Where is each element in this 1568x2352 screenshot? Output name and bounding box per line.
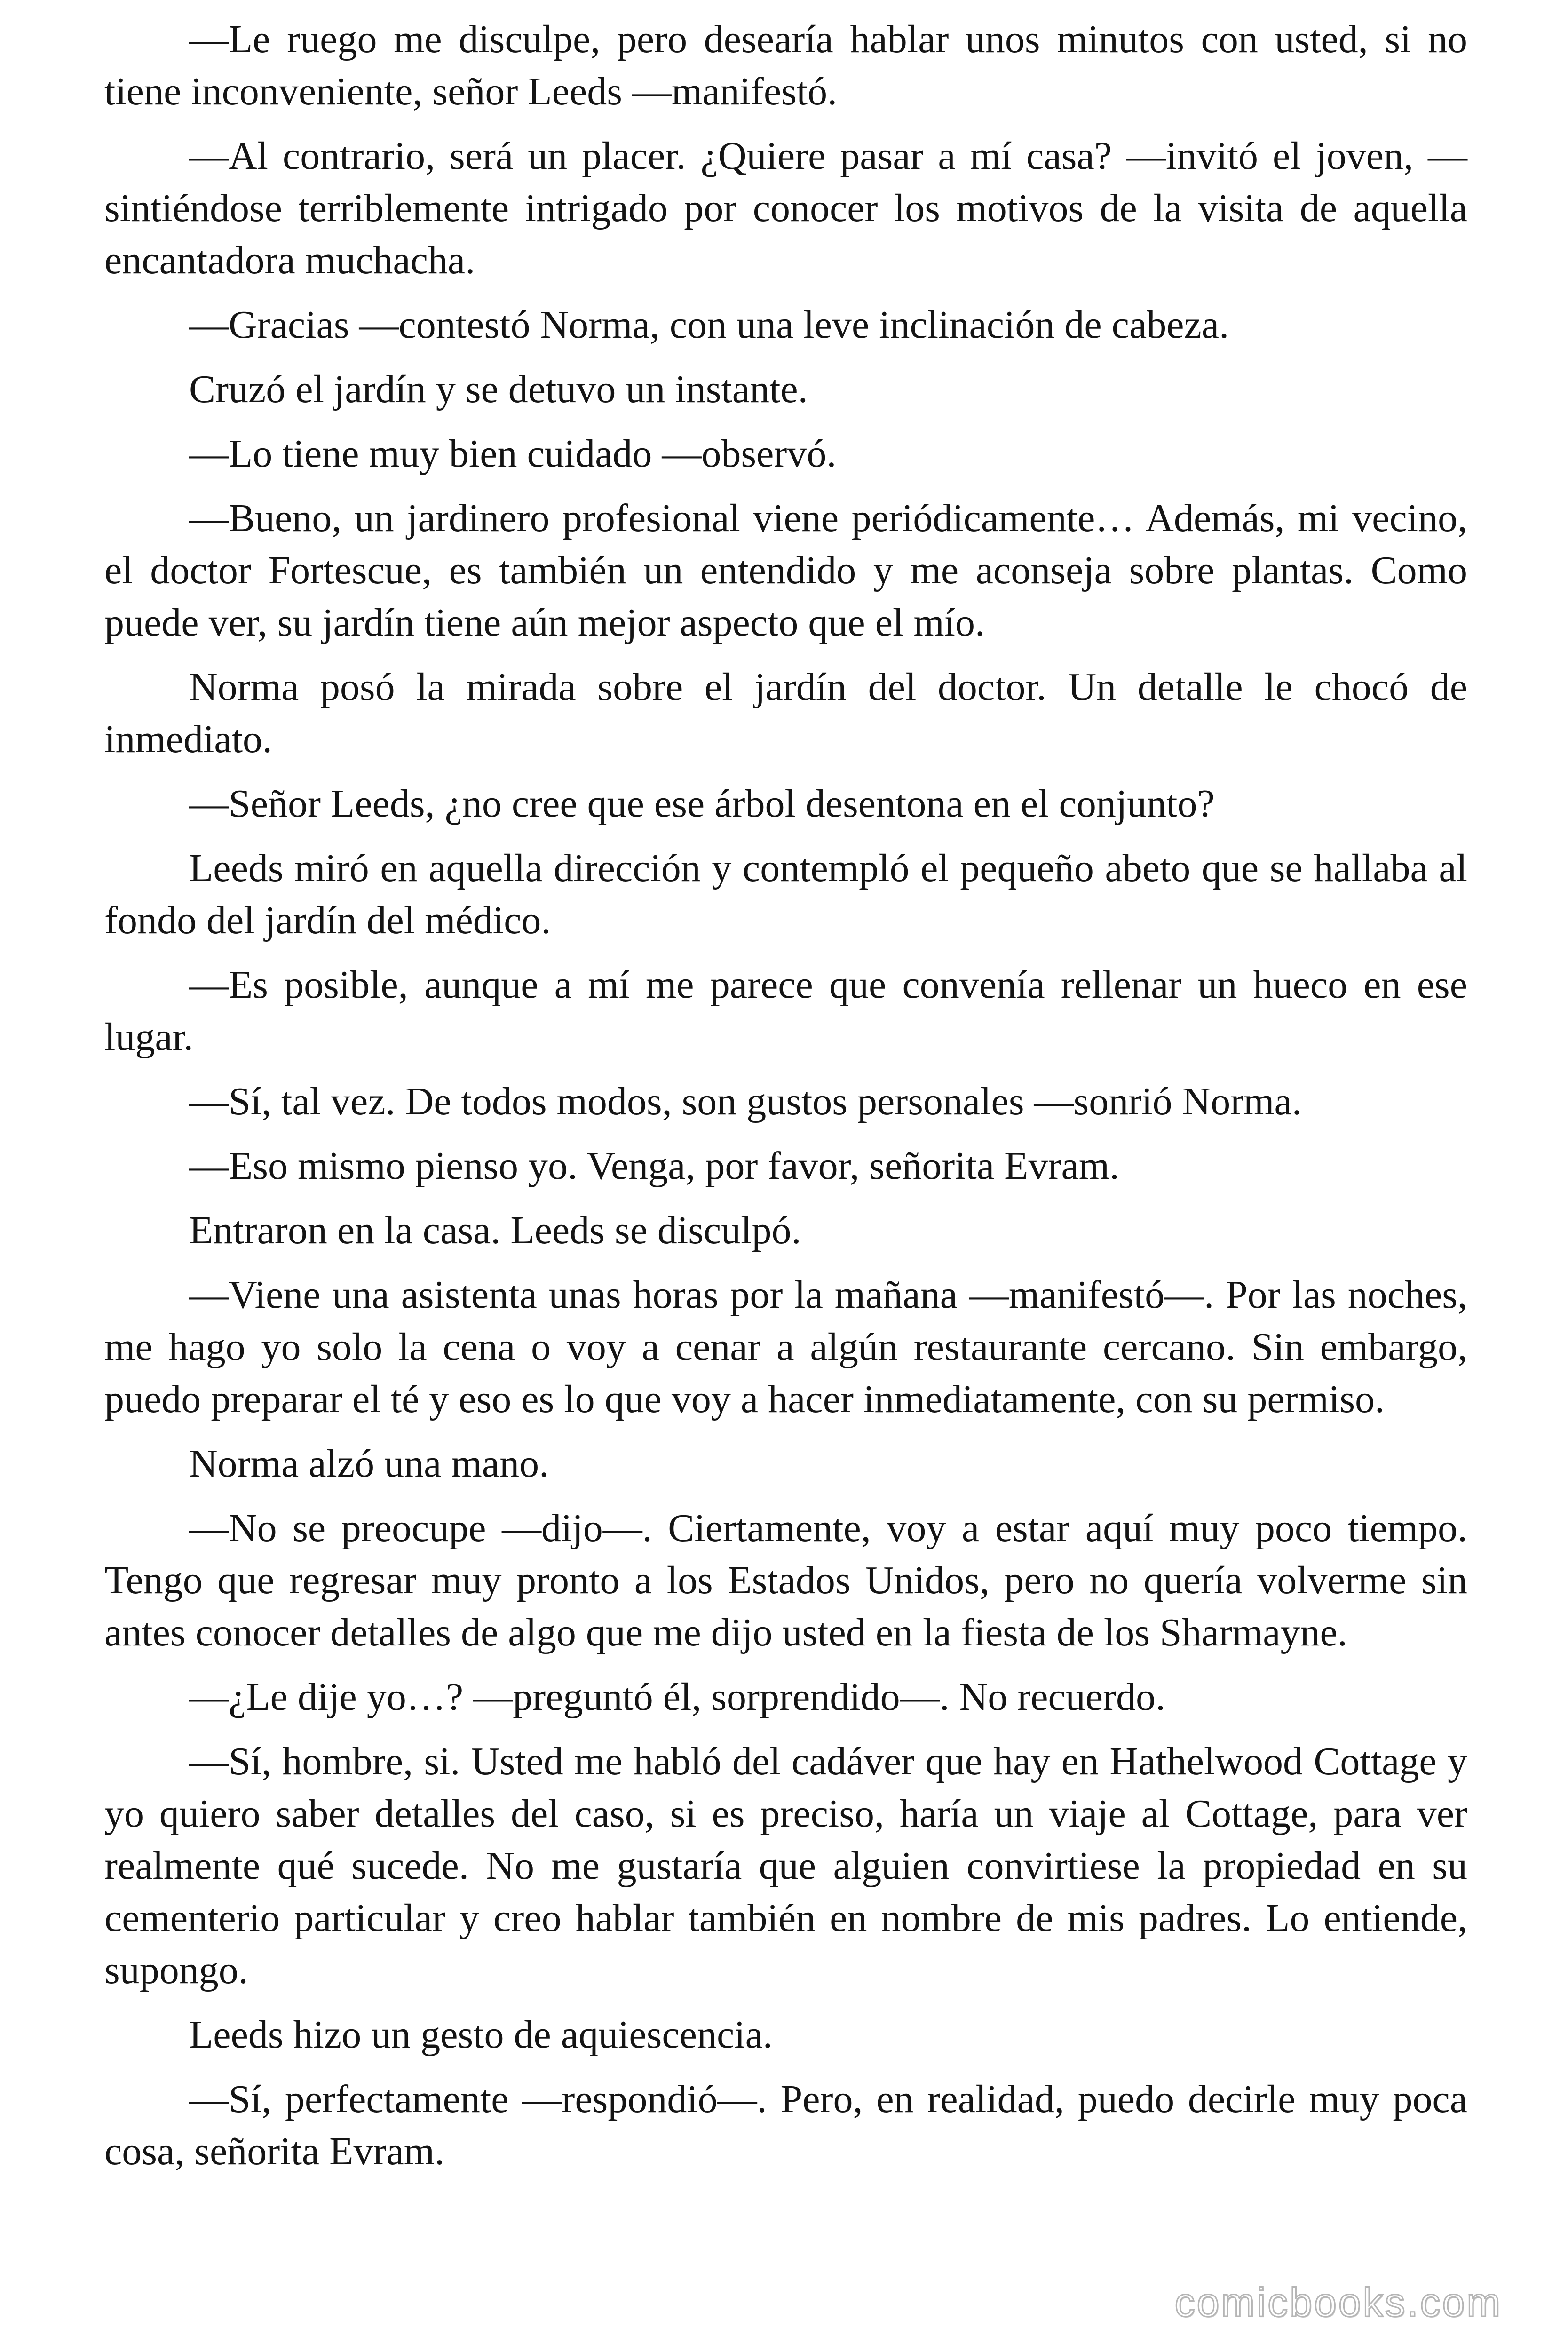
paragraph: —Al contrario, será un placer. ¿Quiere pasar a mí casa? —invitó el joven, —sintiéndose terriblemente intrigado por conocer los motivos de la visita de aquella encantadora muchacha. [104,134,1467,282]
paragraph: —Sí, tal vez. De todos modos, son gustos personales —sonrió Norma. [189,1080,1302,1123]
paragraph: —Bueno, un jardinero profesional viene periódicamente… Además, mi vecino, el doctor Fortescue, es también un entendido y me aconseja sobre plantas. Como puede ver, su jardín tiene aún mejor aspecto que el mío. [104,496,1467,644]
paragraph: —Señor Leeds, ¿no cree que ese árbol desentona en el conjunto? [189,782,1215,826]
paragraph: —Sí, hombre, si. Usted me habló del cadáver que hay en Hathelwood Cottage y yo quiero saber detalles del caso, si es preciso, haría un viaje al Cottage, para ver realmente qué sucede. No me gustaría que alguien convirtiese la propiedad en su cementerio particular y creo hablar también en nombre de mis padres. Lo entiende, supongo. [104,1740,1467,1992]
watermark: comicbooks.com [1174,2280,1502,2325]
paragraph: —Gracias —contestó Norma, con una leve inclinación de cabeza. [189,303,1229,347]
paragraph: Leeds hizo un gesto de aquiescencia. [189,2013,773,2057]
paragraph: —Es posible, aunque a mí me parece que convenía rellenar un hueco en ese lugar. [104,963,1467,1059]
paragraph: —Sí, perfectamente —respondió—. Pero, en realidad, puedo decirle muy poca cosa, señorita Evram. [104,2077,1467,2173]
body-text [104,13,1467,2190]
paragraph: Norma alzó una mano. [189,1442,549,1486]
paragraph: —Viene una asistenta unas horas por la mañana —manifestó—. Por las noches, me hago yo solo la cena o voy a cenar a algún restaurante cercano. Sin embargo, puedo preparar el té y eso es lo que voy a hacer inmediatamente, con su permiso. [104,1273,1467,1421]
paragraph: Norma posó la mirada sobre el jardín del doctor. Un detalle le chocó de inmediato. [104,665,1467,761]
paragraph: Entraron en la casa. Leeds se disculpó. [189,1208,801,1252]
paragraph: Leeds miró en aquella dirección y contempló el pequeño abeto que se hallaba al fondo del jardín del médico. [104,846,1467,942]
paragraph: —Eso mismo pienso yo. Venga, por favor, señorita Evram. [189,1144,1120,1188]
paragraph: —Lo tiene muy bien cuidado —observó. [189,432,837,476]
paragraph: —Le ruego me disculpe, pero desearía hablar unos minutos con usted, si no tiene inconveniente, señor Leeds —manifestó. [104,17,1467,113]
paragraph: —¿Le dije yo…? —preguntó él, sorprendido—. No recuerdo. [189,1675,1166,1719]
paragraph: Cruzó el jardín y se detuvo un instante. [189,367,808,411]
paragraph: —No se preocupe —dijo—. Ciertamente, voy a estar aquí muy poco tiempo. Tengo que regresar muy pronto a los Estados Unidos, pero no quería volverme sin antes conocer detalles de algo que me dijo usted en la fiesta de los Sharmayne. [104,1506,1467,1654]
